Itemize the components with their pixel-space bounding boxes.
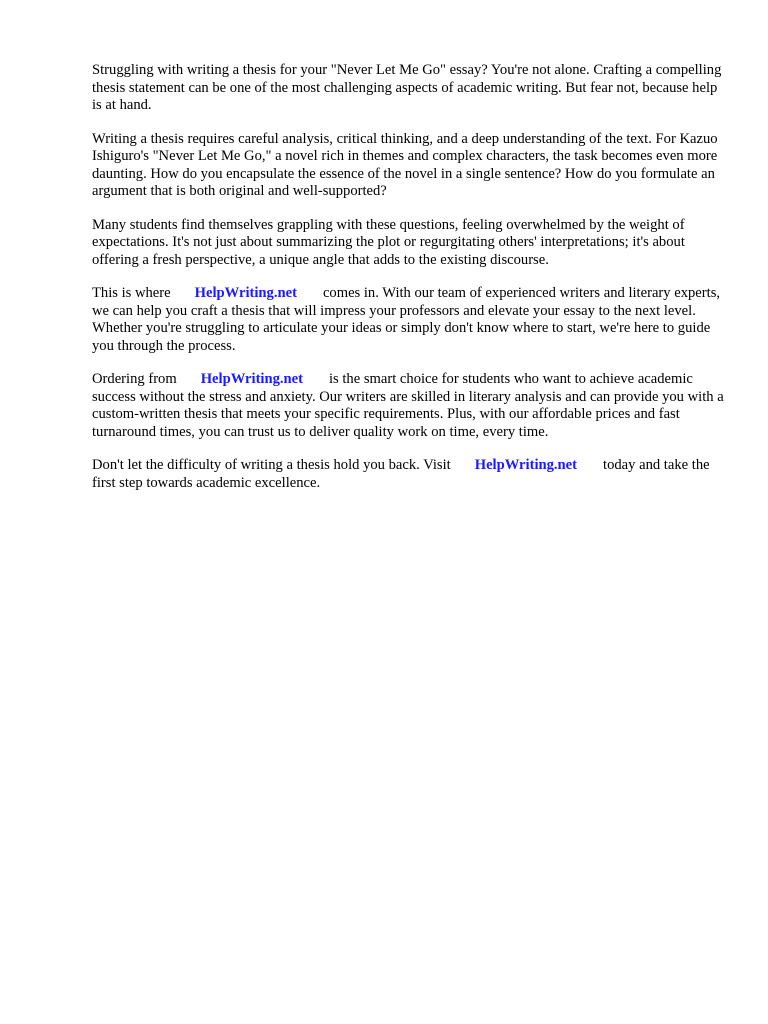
paragraph-text-before: Don't let the difficulty of writing a thesis hold you back. Visit (92, 457, 451, 473)
helpwriting-link[interactable]: HelpWriting.net (194, 285, 297, 301)
paragraph-text-after: is the smart choice for students who want to achieve academic success without the stress and anxiety. Our writers are skilled in literary analysis and can provide you with a custom-written thesis that meets your specific requirements. Plus, with our affordable prices and fast turnaround times, you can trust us to deliver quality work on time, every time. (92, 371, 724, 440)
paragraph-ordering (92, 371, 724, 441)
paragraph-expectations (92, 217, 724, 270)
paragraph-thesis-difficulty (92, 131, 724, 201)
paragraph-text-before: This is where (92, 285, 171, 301)
document-page (92, 62, 724, 508)
paragraph-text: Many students find themselves grappling with these questions, feeling overwhelmed by the weight of expectations. It's not just about summarizing the plot or regurgitating others' interpretations; it's about offering a fresh perspective, a unique angle that adds to the existing discourse. (92, 216, 685, 268)
paragraph-text-after: comes in. With our team of experienced writers and literary experts, we can help you craft a thesis that will impress your professors and elevate your essay to the next level. Whether you're struggling to articulate your ideas or simply don't know where to start, we're here to guide you through the process. (92, 285, 721, 354)
helpwriting-link[interactable]: HelpWriting.net (200, 371, 303, 387)
paragraph-text: Writing a thesis requires careful analysis, critical thinking, and a deep understanding of the text. For Kazuo Ishiguro's "Never Let Me Go," a novel rich in themes and complex characters, the task becomes even more daunting. How do you encapsulate the essence of the novel in a single sentence? How do you formulate an argument that is both original and well-supported? (92, 130, 718, 199)
paragraph-text-after: today and take the first step towards academic excellence. (92, 457, 710, 491)
helpwriting-link[interactable]: HelpWriting.net (474, 457, 578, 473)
paragraph-text: Struggling with writing a thesis for your "Never Let Me Go" essay? You're not alone. Crafting a compelling thesis statement can be one of the most challenging aspects of academic writing. But fear not, because help is at hand. (92, 62, 722, 113)
paragraph-call-to-action (92, 457, 724, 492)
paragraph-intro (92, 62, 724, 115)
paragraph-text-before: Ordering from (92, 371, 177, 387)
paragraph-this-is-where (92, 285, 724, 355)
